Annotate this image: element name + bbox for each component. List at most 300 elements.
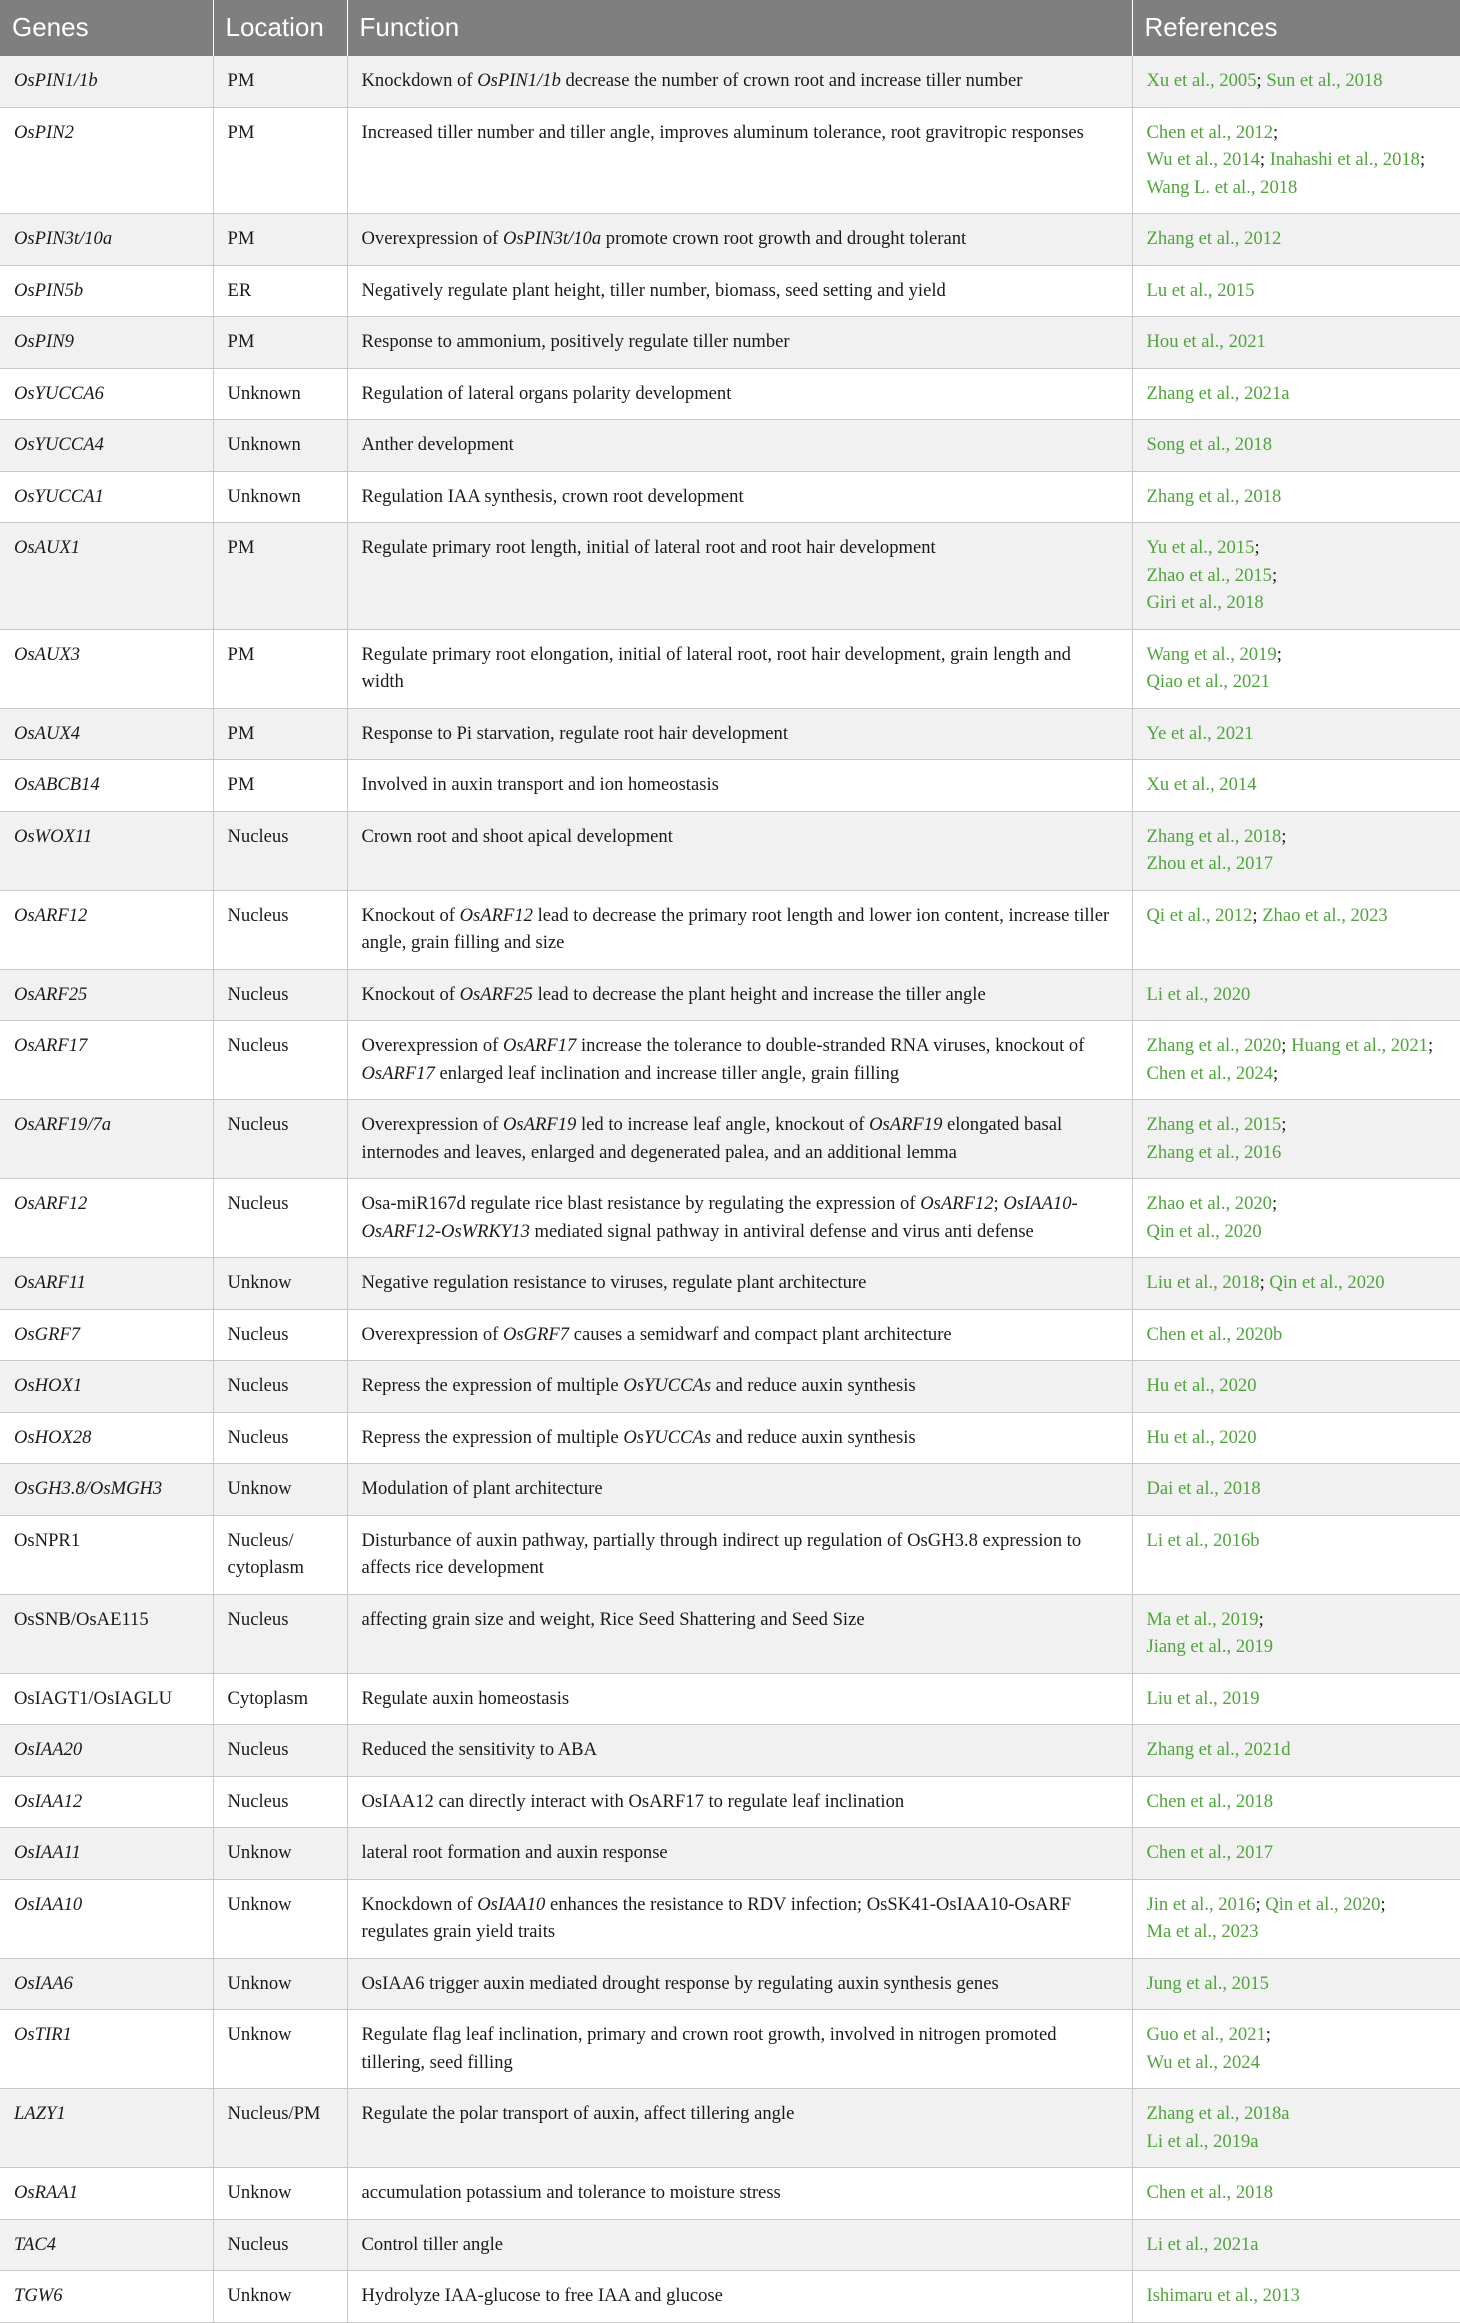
function-text: Crown root and shoot apical development: [361, 825, 673, 847]
reference-link[interactable]: Yu et al., 2015: [1146, 537, 1255, 558]
reference-link[interactable]: Chen et al., 2020b: [1146, 1323, 1283, 1345]
function-cell: [347, 1515, 1132, 1594]
function-text: Regulation of lateral organs polarity development: [361, 382, 732, 404]
references-cell: [1132, 1673, 1460, 1725]
function-cell: [347, 1828, 1132, 1880]
gene-cell: OsHOX28: [0, 1412, 213, 1464]
location-cell: Unknow: [213, 1828, 347, 1880]
gene-cell: OsRAA1: [0, 2168, 213, 2220]
table-row: [0, 420, 1460, 472]
function-cell: [347, 214, 1132, 266]
gene-cell: OsIAGT1/OsIAGLU: [0, 1673, 213, 1725]
reference-line: [1147, 1218, 1447, 1246]
gene-cell: OsARF11: [0, 1258, 213, 1310]
reference-link[interactable]: Chen et al., 2024: [1146, 1062, 1274, 1084]
location-cell: PM: [213, 214, 347, 266]
reference-link[interactable]: Zhang et al., 2018: [1146, 825, 1282, 847]
reference-link[interactable]: Hu et al., 2020: [1146, 1426, 1257, 1448]
reference-line: [1147, 641, 1447, 669]
function-text: Regulate auxin homeostasis: [361, 1687, 570, 1709]
gene-cell: OsPIN5b: [0, 265, 213, 317]
reference-line: [1147, 1970, 1447, 1998]
function-cell: [347, 890, 1132, 969]
references-cell: [1132, 1361, 1460, 1413]
function-text: lead to decrease the primary root length and lower ion content, increase tiller angle, grain filling and size: [361, 904, 1110, 953]
reference-line: [1147, 981, 1447, 1009]
reference-link[interactable]: Xu et al., 2014: [1146, 774, 1257, 795]
reference-separator: ;: [1259, 149, 1270, 170]
location-cell: Unknown: [213, 471, 347, 523]
header-genes: Genes: [0, 0, 213, 56]
reference-link[interactable]: Qiao et al., 2021: [1146, 671, 1270, 692]
function-text: Regulation IAA synthesis, crown root development: [361, 485, 744, 507]
reference-line: [1147, 225, 1447, 253]
function-cell: [347, 265, 1132, 317]
reference-link[interactable]: Sun et al., 2018: [1266, 70, 1383, 91]
reference-link[interactable]: Li et al., 2019a: [1146, 2130, 1259, 2152]
reference-line: [1147, 1606, 1447, 1634]
reference-separator: ;: [1256, 70, 1267, 91]
gene-cell: OsIAA6: [0, 1958, 213, 2010]
reference-line: [1147, 562, 1447, 590]
reference-link[interactable]: Ma et al., 2019: [1146, 1608, 1259, 1630]
function-cell: [347, 1725, 1132, 1777]
table-row: [0, 1594, 1460, 1673]
table-row: [0, 760, 1460, 812]
reference-link[interactable]: Inahashi et al., 2018: [1269, 149, 1420, 170]
reference-line: [1147, 534, 1447, 562]
gene-mention: OsARF17: [502, 1035, 577, 1056]
gene-cell: OsARF17: [0, 1021, 213, 1100]
references-cell: [1132, 1464, 1460, 1516]
reference-link[interactable]: Dai et al., 2018: [1146, 1478, 1261, 1499]
function-cell: [347, 1412, 1132, 1464]
reference-link[interactable]: Ma et al., 2023: [1146, 1921, 1259, 1942]
gene-cell: OsTIR1: [0, 2010, 213, 2089]
table-row: [0, 1673, 1460, 1725]
location-cell: Nucleus: [213, 969, 347, 1021]
gene-mention: OsARF12: [459, 904, 533, 926]
gene-cell: OsAUX3: [0, 629, 213, 708]
reference-line: [1147, 2100, 1447, 2128]
function-cell: [347, 1594, 1132, 1673]
table-row: [0, 1309, 1460, 1361]
gene-cell: OsPIN9: [0, 317, 213, 369]
function-cell: [347, 1958, 1132, 2010]
function-text: Hydrolyze IAA-glucose to free IAA and glucose: [361, 2285, 723, 2306]
function-text: Knockout of: [361, 983, 460, 1005]
function-text: Overexpression of: [361, 228, 503, 249]
reference-link[interactable]: Zhang et al., 2020: [1146, 1035, 1282, 1056]
reference-line: [1147, 1788, 1447, 1816]
function-text: OsIAA12 can directly interact with OsARF17 to regulate leaf inclination: [361, 1790, 905, 1812]
function-text: Repress the expression of multiple: [361, 1375, 624, 1396]
reference-link[interactable]: Zhou et al., 2017: [1146, 853, 1274, 874]
function-text: Knockdown of: [361, 70, 478, 91]
reference-link[interactable]: Jung et al., 2015: [1146, 1972, 1269, 1994]
reference-link[interactable]: Jin et al., 2016: [1146, 1893, 1256, 1915]
reference-line: [1147, 146, 1447, 174]
references-cell: [1132, 890, 1460, 969]
table-row: [0, 1021, 1460, 1100]
function-text: decrease the number of crown root and increase tiller number: [560, 70, 1023, 91]
function-text: Overexpression of: [361, 1114, 503, 1135]
function-cell: [347, 969, 1132, 1021]
table-row: [0, 2089, 1460, 2168]
reference-line: [1147, 1918, 1447, 1946]
gene-cell: OsABCB14: [0, 760, 213, 812]
table-row: [0, 1179, 1460, 1258]
function-text: Response to ammonium, positively regulate tiller number: [361, 331, 790, 352]
location-cell: Nucleus: [213, 1594, 347, 1673]
gene-mention: OsPIN1/1b: [477, 70, 561, 91]
function-cell: [347, 1258, 1132, 1310]
reference-line: [1147, 174, 1447, 202]
function-text: Response to Pi starvation, regulate root hair development: [361, 722, 789, 744]
table-row: [0, 1879, 1460, 1958]
function-cell: [347, 1179, 1132, 1258]
gene-cell: OsAUX1: [0, 523, 213, 630]
reference-line: [1147, 1111, 1447, 1139]
reference-link[interactable]: Qi et al., 2012: [1146, 904, 1253, 926]
function-text: Control tiller angle: [361, 2233, 503, 2255]
references-cell: [1132, 2219, 1460, 2271]
location-cell: Nucleus/ cytoplasm: [213, 1515, 347, 1594]
reference-link[interactable]: Zhang et al., 2016: [1146, 1141, 1282, 1163]
references-cell: [1132, 265, 1460, 317]
gene-mention: OsARF25: [459, 983, 533, 1005]
reference-link[interactable]: Liu et al., 2019: [1146, 1687, 1260, 1709]
location-cell: Nucleus: [213, 890, 347, 969]
location-cell: Unknow: [213, 1464, 347, 1516]
function-cell: [347, 1776, 1132, 1828]
function-cell: [347, 368, 1132, 420]
location-cell: Nucleus: [213, 1412, 347, 1464]
reference-separator: ;: [1254, 537, 1260, 558]
function-cell: [347, 760, 1132, 812]
reference-link[interactable]: Qin et al., 2020: [1269, 1272, 1385, 1293]
function-cell: [347, 2010, 1132, 2089]
location-cell: Unknow: [213, 2010, 347, 2089]
reference-line: [1147, 1685, 1447, 1713]
gene-cell: TGW6: [0, 2271, 213, 2323]
location-cell: Nucleus: [213, 1100, 347, 1179]
references-cell: [1132, 1021, 1460, 1100]
reference-separator: ;: [1427, 1035, 1434, 1056]
table-row: [0, 1828, 1460, 1880]
reference-separator: ;: [1265, 2024, 1271, 2045]
header-references: References: [1132, 0, 1460, 56]
function-cell: [347, 1100, 1132, 1179]
header-location: Location: [213, 0, 347, 56]
reference-link[interactable]: Zhang et al., 2018a: [1146, 2103, 1290, 2124]
reference-link[interactable]: Zhao et al., 2020: [1146, 1193, 1272, 1214]
table-row: [0, 1958, 1460, 2010]
gene-mention: OsIAA10-OsARF12-OsWRKY13: [361, 1193, 1078, 1242]
references-cell: [1132, 1100, 1460, 1179]
reference-link[interactable]: Jiang et al., 2019: [1146, 1636, 1274, 1657]
table-row: [0, 1464, 1460, 1516]
table-row: [0, 214, 1460, 266]
location-cell: PM: [213, 56, 347, 107]
reference-link[interactable]: Wu et al., 2024: [1146, 2051, 1260, 2073]
location-cell: Nucleus: [213, 811, 347, 890]
location-cell: PM: [213, 708, 347, 760]
gene-cell: OsWOX11: [0, 811, 213, 890]
reference-line: [1147, 668, 1447, 696]
function-text: and reduce auxin synthesis: [711, 1426, 916, 1448]
reference-link[interactable]: Zhao et al., 2015: [1146, 564, 1272, 586]
reference-link[interactable]: Ishimaru et al., 2013: [1146, 2285, 1300, 2306]
references-cell: [1132, 523, 1460, 630]
gene-cell: OsYUCCA1: [0, 471, 213, 523]
function-cell: [347, 317, 1132, 369]
reference-separator: ;: [1380, 1893, 1386, 1915]
reference-link[interactable]: Chen et al., 2018: [1146, 2182, 1274, 2203]
reference-link[interactable]: Hu et al., 2020: [1146, 1375, 1257, 1396]
table-row: [0, 523, 1460, 630]
function-text: led to increase leaf angle, knockout of: [576, 1114, 870, 1135]
gene-cell: OsPIN1/1b: [0, 56, 213, 107]
function-cell: [347, 2089, 1132, 2168]
reference-line: [1147, 277, 1447, 305]
function-text: ;: [993, 1193, 1004, 1214]
function-text: Regulate primary root elongation, initial of lateral root, root hair development, grain length and width: [361, 643, 1071, 692]
table-row: [0, 1515, 1460, 1594]
reference-link[interactable]: Li et al., 2021a: [1146, 2233, 1259, 2255]
reference-separator: ;: [1281, 825, 1287, 847]
table-row: [0, 708, 1460, 760]
gene-cell: LAZY1: [0, 2089, 213, 2168]
function-text: increase the tolerance to double-stranded RNA viruses, knockout of: [576, 1035, 1085, 1056]
table-row: [0, 2271, 1460, 2323]
reference-link[interactable]: Wu et al., 2014: [1146, 149, 1260, 170]
function-text: Involved in auxin transport and ion homeostasis: [361, 774, 719, 795]
function-cell: [347, 523, 1132, 630]
location-cell: PM: [213, 107, 347, 214]
reference-line: [1147, 771, 1447, 799]
table-row: [0, 1258, 1460, 1310]
reference-line: [1147, 2128, 1447, 2156]
reference-link[interactable]: Qin et al., 2020: [1146, 1220, 1262, 1242]
reference-link[interactable]: Zhao et al., 2023: [1262, 904, 1388, 926]
references-cell: [1132, 1258, 1460, 1310]
location-cell: Unknow: [213, 2271, 347, 2323]
reference-link[interactable]: Li et al., 2016b: [1146, 1529, 1260, 1551]
references-cell: [1132, 317, 1460, 369]
references-cell: [1132, 471, 1460, 523]
references-cell: [1132, 2168, 1460, 2220]
reference-line: [1147, 1032, 1447, 1087]
reference-link[interactable]: Zhang et al., 2021a: [1146, 382, 1290, 404]
gene-cell: OsGRF7: [0, 1309, 213, 1361]
reference-line: [1147, 119, 1447, 147]
location-cell: PM: [213, 760, 347, 812]
reference-line: [1147, 2049, 1447, 2077]
references-cell: [1132, 1412, 1460, 1464]
location-cell: Nucleus: [213, 1309, 347, 1361]
reference-link[interactable]: Chen et al., 2017: [1146, 1842, 1274, 1863]
gene-cell: OsARF25: [0, 969, 213, 1021]
function-text: promote crown root growth and drought tolerant: [601, 228, 967, 249]
location-cell: Nucleus: [213, 1725, 347, 1777]
function-text: Reduced the sensitivity to ABA: [361, 1739, 597, 1760]
reference-link[interactable]: Chen et al., 2018: [1146, 1790, 1274, 1812]
function-text: Negatively regulate plant height, tiller number, biomass, seed setting and yield: [361, 279, 946, 301]
reference-line: [1147, 1269, 1447, 1297]
reference-link[interactable]: Guo et al., 2021: [1146, 2024, 1266, 2045]
reference-link[interactable]: Zhang et al., 2018: [1146, 485, 1282, 507]
references-cell: [1132, 969, 1460, 1021]
references-cell: [1132, 708, 1460, 760]
reference-line: [1147, 589, 1447, 617]
location-cell: PM: [213, 629, 347, 708]
table-row: [0, 56, 1460, 107]
function-text: lead to decrease the plant height and increase the tiller angle: [532, 983, 986, 1005]
reference-line: [1147, 380, 1447, 408]
reference-separator: ;: [1273, 1062, 1279, 1084]
table-row: [0, 1725, 1460, 1777]
gene-cell: OsGH3.8/OsMGH3: [0, 1464, 213, 1516]
reference-link[interactable]: Wang L. et al., 2018: [1146, 176, 1298, 198]
function-text: lateral root formation and auxin response: [361, 1842, 668, 1863]
location-cell: Unknown: [213, 420, 347, 472]
gene-cell: OsSNB/OsAE115: [0, 1594, 213, 1673]
reference-line: [1147, 2231, 1447, 2259]
function-cell: [347, 1879, 1132, 1958]
reference-link[interactable]: Xu et al., 2005: [1146, 70, 1257, 91]
function-text: Modulation of plant architecture: [361, 1478, 603, 1499]
function-text: accumulation potassium and tolerance to moisture stress: [361, 2182, 781, 2203]
reference-line: [1147, 1424, 1447, 1452]
reference-link[interactable]: Li et al., 2020: [1146, 983, 1251, 1005]
location-cell: PM: [213, 317, 347, 369]
reference-link[interactable]: Chen et al., 2012: [1146, 121, 1274, 143]
reference-separator: ;: [1255, 1893, 1266, 1915]
reference-link[interactable]: Huang et al., 2021: [1291, 1035, 1428, 1056]
reference-link[interactable]: Zhang et al., 2012: [1146, 228, 1282, 249]
gene-mention: OsIAA10: [477, 1893, 546, 1915]
function-text: Increased tiller number and tiller angle, improves aluminum tolerance, root gravitropic responses: [361, 121, 1084, 143]
gene-cell: OsIAA12: [0, 1776, 213, 1828]
function-text: Regulate primary root length, initial of lateral root and root hair development: [361, 537, 936, 558]
reference-separator: ;: [1419, 149, 1426, 170]
function-cell: [347, 56, 1132, 107]
reference-line: [1147, 850, 1447, 878]
function-cell: [347, 811, 1132, 890]
reference-link[interactable]: Zhang et al., 2021d: [1146, 1739, 1291, 1760]
reference-line: [1147, 1891, 1447, 1919]
gene-cell: OsIAA20: [0, 1725, 213, 1777]
reference-link[interactable]: Qin et al., 2020: [1265, 1893, 1381, 1915]
references-cell: [1132, 811, 1460, 890]
table-row: [0, 811, 1460, 890]
references-cell: [1132, 1725, 1460, 1777]
reference-link[interactable]: Hou et al., 2021: [1146, 331, 1266, 352]
table-row: [0, 265, 1460, 317]
location-cell: Nucleus: [213, 1179, 347, 1258]
location-cell: Nucleus: [213, 2219, 347, 2271]
gene-cell: OsIAA11: [0, 1828, 213, 1880]
location-cell: Unknow: [213, 1258, 347, 1310]
gene-cell: OsARF12: [0, 1179, 213, 1258]
location-cell: Cytoplasm: [213, 1673, 347, 1725]
function-text: Knockdown of: [361, 1893, 478, 1915]
reference-line: [1147, 1321, 1447, 1349]
location-cell: Nucleus: [213, 1021, 347, 1100]
reference-line: [1147, 1372, 1447, 1400]
references-cell: [1132, 1309, 1460, 1361]
gene-cell: OsPIN2: [0, 107, 213, 214]
function-text: enlarged leaf inclination and increase tiller angle, grain filling: [434, 1062, 900, 1084]
gene-mention: OsYUCCAs: [623, 1426, 712, 1448]
references-cell: [1132, 1515, 1460, 1594]
reference-separator: ;: [1271, 1193, 1278, 1214]
references-cell: [1132, 1179, 1460, 1258]
table-row: [0, 890, 1460, 969]
gene-cell: OsNPR1: [0, 1515, 213, 1594]
location-cell: Nucleus: [213, 1361, 347, 1413]
references-cell: [1132, 368, 1460, 420]
reference-line: [1147, 1839, 1447, 1867]
gene-mention: OsARF17: [361, 1062, 435, 1084]
reference-link[interactable]: Liu et al., 2018: [1146, 1272, 1260, 1293]
function-text: Disturbance of auxin pathway, partially through indirect up regulation of OsGH3.8 expression to affects rice development: [361, 1529, 1082, 1578]
gene-cell: OsPIN3t/10a: [0, 214, 213, 266]
reference-line: [1147, 431, 1447, 459]
reference-line: [1147, 2021, 1447, 2049]
table-body: [0, 56, 1460, 2322]
header-function: Function: [347, 0, 1132, 56]
reference-line: [1147, 2179, 1447, 2207]
function-cell: [347, 107, 1132, 214]
table-row: [0, 1100, 1460, 1179]
location-cell: Nucleus: [213, 1776, 347, 1828]
function-text: affecting grain size and weight, Rice Seed Shattering and Seed Size: [361, 1608, 865, 1630]
reference-link[interactable]: Ye et al., 2021: [1146, 722, 1254, 744]
gene-cell: OsYUCCA6: [0, 368, 213, 420]
reference-link[interactable]: Lu et al., 2015: [1146, 279, 1255, 301]
gene-mention: OsARF19: [869, 1114, 943, 1135]
reference-link[interactable]: Zhang et al., 2015: [1146, 1114, 1282, 1135]
reference-line: [1147, 1139, 1447, 1167]
reference-line: [1147, 1736, 1447, 1764]
table-row: [0, 317, 1460, 369]
gene-cell: OsHOX1: [0, 1361, 213, 1413]
reference-separator: ;: [1258, 1608, 1264, 1630]
reference-line: [1147, 823, 1447, 851]
reference-separator: ;: [1271, 564, 1278, 586]
gene-cell: OsARF12: [0, 890, 213, 969]
gene-mention: OsGRF7: [502, 1323, 570, 1345]
gene-cell: TAC4: [0, 2219, 213, 2271]
function-cell: [347, 2219, 1132, 2271]
references-cell: [1132, 420, 1460, 472]
gene-cell: OsYUCCA4: [0, 420, 213, 472]
reference-line: [1147, 1190, 1447, 1218]
reference-link[interactable]: Song et al., 2018: [1146, 434, 1272, 455]
reference-line: [1147, 720, 1447, 748]
reference-link[interactable]: Giri et al., 2018: [1146, 592, 1264, 613]
table-row: [0, 629, 1460, 708]
function-text: enhances the resistance to RDV infection; OsSK41-OsIAA10-OsARF regulates grain yield traits: [361, 1893, 1072, 1942]
location-cell: Unknow: [213, 2168, 347, 2220]
references-cell: [1132, 214, 1460, 266]
reference-link[interactable]: Wang et al., 2019: [1146, 643, 1277, 665]
function-cell: [347, 1361, 1132, 1413]
function-cell: [347, 1021, 1132, 1100]
function-text: Overexpression of: [361, 1323, 503, 1345]
